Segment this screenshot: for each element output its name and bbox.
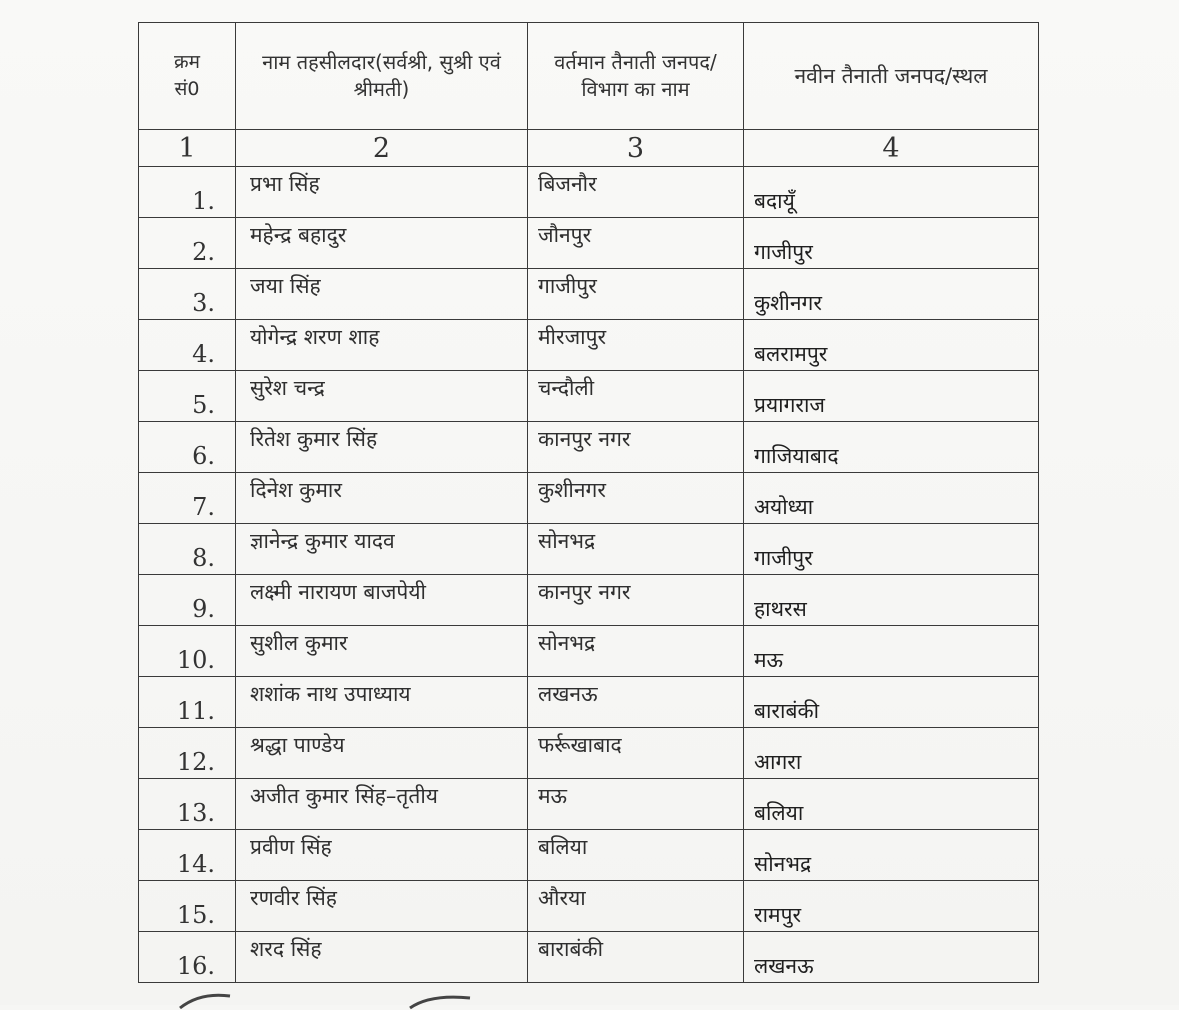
- serial-number: 5.: [192, 391, 215, 419]
- serial-number: 15.: [176, 901, 215, 929]
- tehsildar-name-cell: [236, 830, 528, 881]
- new-posting: रामपुर: [754, 903, 802, 927]
- new-posting-cell: [744, 473, 1039, 524]
- new-posting-cell: [744, 626, 1039, 677]
- serial-number-cell: [139, 677, 236, 728]
- serial-number: 11.: [176, 697, 215, 725]
- new-posting-cell: [744, 575, 1039, 626]
- table-row: [139, 320, 1039, 371]
- serial-number-cell: [139, 830, 236, 881]
- new-posting: गाजियाबाद: [754, 444, 839, 468]
- table-row: [139, 932, 1039, 983]
- new-posting-cell: [744, 677, 1039, 728]
- tehsildar-name-cell: [236, 218, 528, 269]
- current-posting: बलिया: [538, 835, 588, 859]
- tehsildar-name-cell: [236, 728, 528, 779]
- table-row: [139, 269, 1039, 320]
- table-row: [139, 830, 1039, 881]
- table-body: [139, 167, 1039, 983]
- current-posting: कुशीनगर: [538, 478, 606, 502]
- current-posting: सोनभद्र: [538, 529, 596, 553]
- tehsildar-name: ज्ञानेन्द्र कुमार यादव: [250, 529, 395, 553]
- new-posting: आगरा: [754, 750, 802, 774]
- tehsildar-name: शशांक नाथ उपाध्याय: [250, 682, 411, 706]
- tehsildar-name: शरद सिंह: [250, 937, 322, 961]
- current-posting: लखनऊ: [538, 682, 598, 706]
- serial-number: 14.: [176, 850, 215, 878]
- serial-number-cell: [139, 320, 236, 371]
- serial-number-cell: [139, 269, 236, 320]
- tehsildar-name: रणवीर सिंह: [250, 886, 337, 910]
- serial-number: 1.: [192, 187, 215, 215]
- table-row: [139, 167, 1039, 218]
- serial-number: 13.: [176, 799, 215, 827]
- new-posting: मऊ: [754, 648, 784, 672]
- new-posting: बाराबंकी: [754, 699, 820, 723]
- new-posting: प्रयागराज: [754, 393, 826, 417]
- current-posting-cell: [528, 830, 744, 881]
- new-posting-cell: [744, 779, 1039, 830]
- serial-number-cell: [139, 728, 236, 779]
- tehsildar-name: रितेश कुमार सिंह: [250, 427, 378, 451]
- tehsildar-name-cell: [236, 371, 528, 422]
- table-row: [139, 218, 1039, 269]
- table-row: [139, 677, 1039, 728]
- tehsildar-name-cell: [236, 320, 528, 371]
- tehsildar-name-cell: [236, 677, 528, 728]
- new-posting-cell: [744, 422, 1039, 473]
- table-row: [139, 728, 1039, 779]
- new-posting-cell: [744, 167, 1039, 218]
- serial-number: 2.: [192, 238, 215, 266]
- current-posting: चन्दौली: [538, 376, 595, 400]
- table-row: [139, 575, 1039, 626]
- new-posting-cell: [744, 371, 1039, 422]
- table-row: [139, 473, 1039, 524]
- current-posting-cell: [528, 269, 744, 320]
- current-posting-cell: [528, 575, 744, 626]
- column-number-row: [139, 130, 1039, 167]
- table-row: [139, 371, 1039, 422]
- tehsildar-name-cell: [236, 932, 528, 983]
- current-posting-cell: [528, 728, 744, 779]
- current-posting: बाराबंकी: [538, 937, 604, 961]
- new-posting: लखनऊ: [754, 954, 814, 978]
- current-posting-cell: [528, 677, 744, 728]
- new-posting-cell: [744, 320, 1039, 371]
- tehsildar-name-cell: [236, 575, 528, 626]
- header-serial-number: क्रम सं0: [139, 23, 236, 130]
- serial-number: 7.: [192, 493, 215, 521]
- serial-number-cell: [139, 932, 236, 983]
- new-posting: बलिया: [754, 801, 804, 825]
- header-current-posting: वर्तमान तैनाती जनपद/विभाग का नाम: [528, 23, 744, 130]
- current-posting-cell: [528, 167, 744, 218]
- tehsildar-name: प्रवीण सिंह: [250, 835, 332, 859]
- current-posting: मऊ: [538, 784, 568, 808]
- new-posting: गाजीपुर: [754, 240, 813, 264]
- current-posting: कानपुर नगर: [538, 427, 631, 451]
- serial-number-cell: [139, 524, 236, 575]
- tehsildar-name-cell: [236, 473, 528, 524]
- new-posting: बलरामपुर: [754, 342, 828, 366]
- current-posting-cell: [528, 779, 744, 830]
- tehsildar-name-cell: [236, 779, 528, 830]
- new-posting: बदायूँ: [754, 189, 795, 213]
- current-posting: कानपुर नगर: [538, 580, 631, 604]
- serial-number-cell: [139, 575, 236, 626]
- current-posting: गाजीपुर: [538, 274, 597, 298]
- serial-number: 10.: [176, 646, 215, 674]
- current-posting-cell: [528, 422, 744, 473]
- tehsildar-name-cell: [236, 422, 528, 473]
- tehsildar-name: सुरेश चन्द्र: [250, 376, 325, 400]
- transfer-table: [138, 22, 1039, 983]
- serial-number: 9.: [192, 595, 215, 623]
- current-posting-cell: [528, 626, 744, 677]
- column-number: 3: [528, 130, 744, 167]
- serial-number-cell: [139, 881, 236, 932]
- tehsildar-name-cell: [236, 269, 528, 320]
- tehsildar-name-cell: [236, 881, 528, 932]
- current-posting-cell: [528, 932, 744, 983]
- new-posting: अयोध्या: [754, 495, 814, 519]
- tehsildar-name-cell: [236, 626, 528, 677]
- column-number: 2: [236, 130, 528, 167]
- cropped-stamp-marks: [170, 990, 490, 1010]
- column-number: 1: [139, 130, 236, 167]
- table-row: [139, 881, 1039, 932]
- current-posting-cell: [528, 218, 744, 269]
- current-posting: फर्रूखाबाद: [538, 733, 622, 757]
- tehsildar-name: जया सिंह: [250, 274, 321, 298]
- new-posting: सोनभद्र: [754, 852, 812, 876]
- current-posting-cell: [528, 320, 744, 371]
- serial-number: 6.: [192, 442, 215, 470]
- serial-number-cell: [139, 473, 236, 524]
- serial-number-cell: [139, 371, 236, 422]
- tehsildar-name: श्रद्धा पाण्डेय: [250, 733, 345, 757]
- new-posting-cell: [744, 524, 1039, 575]
- serial-number-cell: [139, 167, 236, 218]
- current-posting: मीरजापुर: [538, 325, 607, 349]
- current-posting-cell: [528, 473, 744, 524]
- serial-number: 4.: [192, 340, 215, 368]
- header-new-posting: नवीन तैनाती जनपद/स्थल: [744, 23, 1039, 130]
- current-posting-cell: [528, 371, 744, 422]
- table-row: [139, 524, 1039, 575]
- tehsildar-name: महेन्द्र बहादुर: [250, 223, 347, 247]
- new-posting: गाजीपुर: [754, 546, 813, 570]
- new-posting: कुशीनगर: [754, 291, 822, 315]
- serial-number: 16.: [176, 952, 215, 980]
- current-posting-cell: [528, 881, 744, 932]
- new-posting-cell: [744, 269, 1039, 320]
- column-number: 4: [744, 130, 1039, 167]
- header-tehsildar-name: नाम तहसीलदार(सर्वश्री, सुश्री एवं श्रीमती): [236, 23, 528, 130]
- tehsildar-name: सुशील कुमार: [250, 631, 348, 655]
- current-posting: जौनपुर: [538, 223, 592, 247]
- serial-number: 3.: [192, 289, 215, 317]
- serial-number: 12.: [176, 748, 215, 776]
- current-posting-cell: [528, 524, 744, 575]
- serial-number: 8.: [192, 544, 215, 572]
- new-posting: हाथरस: [754, 597, 807, 621]
- tehsildar-name-cell: [236, 524, 528, 575]
- header-row: [139, 23, 1039, 130]
- new-posting-cell: [744, 830, 1039, 881]
- new-posting-cell: [744, 932, 1039, 983]
- tehsildar-name: दिनेश कुमार: [250, 478, 342, 502]
- tehsildar-name-cell: [236, 167, 528, 218]
- new-posting-cell: [744, 881, 1039, 932]
- current-posting: बिजनौर: [538, 172, 597, 196]
- current-posting: औरया: [538, 886, 586, 910]
- new-posting-cell: [744, 218, 1039, 269]
- tehsildar-name: लक्ष्मी नारायण बाजपेयी: [250, 580, 426, 604]
- serial-number-cell: [139, 218, 236, 269]
- serial-number-cell: [139, 779, 236, 830]
- table-row: [139, 626, 1039, 677]
- table-row: [139, 422, 1039, 473]
- table-row: [139, 779, 1039, 830]
- serial-number-cell: [139, 626, 236, 677]
- serial-number-cell: [139, 422, 236, 473]
- tehsildar-name: योगेन्द्र शरण शाह: [250, 325, 380, 349]
- tehsildar-name: अजीत कुमार सिंह–तृतीय: [250, 784, 438, 808]
- tehsildar-name: प्रभा सिंह: [250, 172, 320, 196]
- current-posting: सोनभद्र: [538, 631, 596, 655]
- new-posting-cell: [744, 728, 1039, 779]
